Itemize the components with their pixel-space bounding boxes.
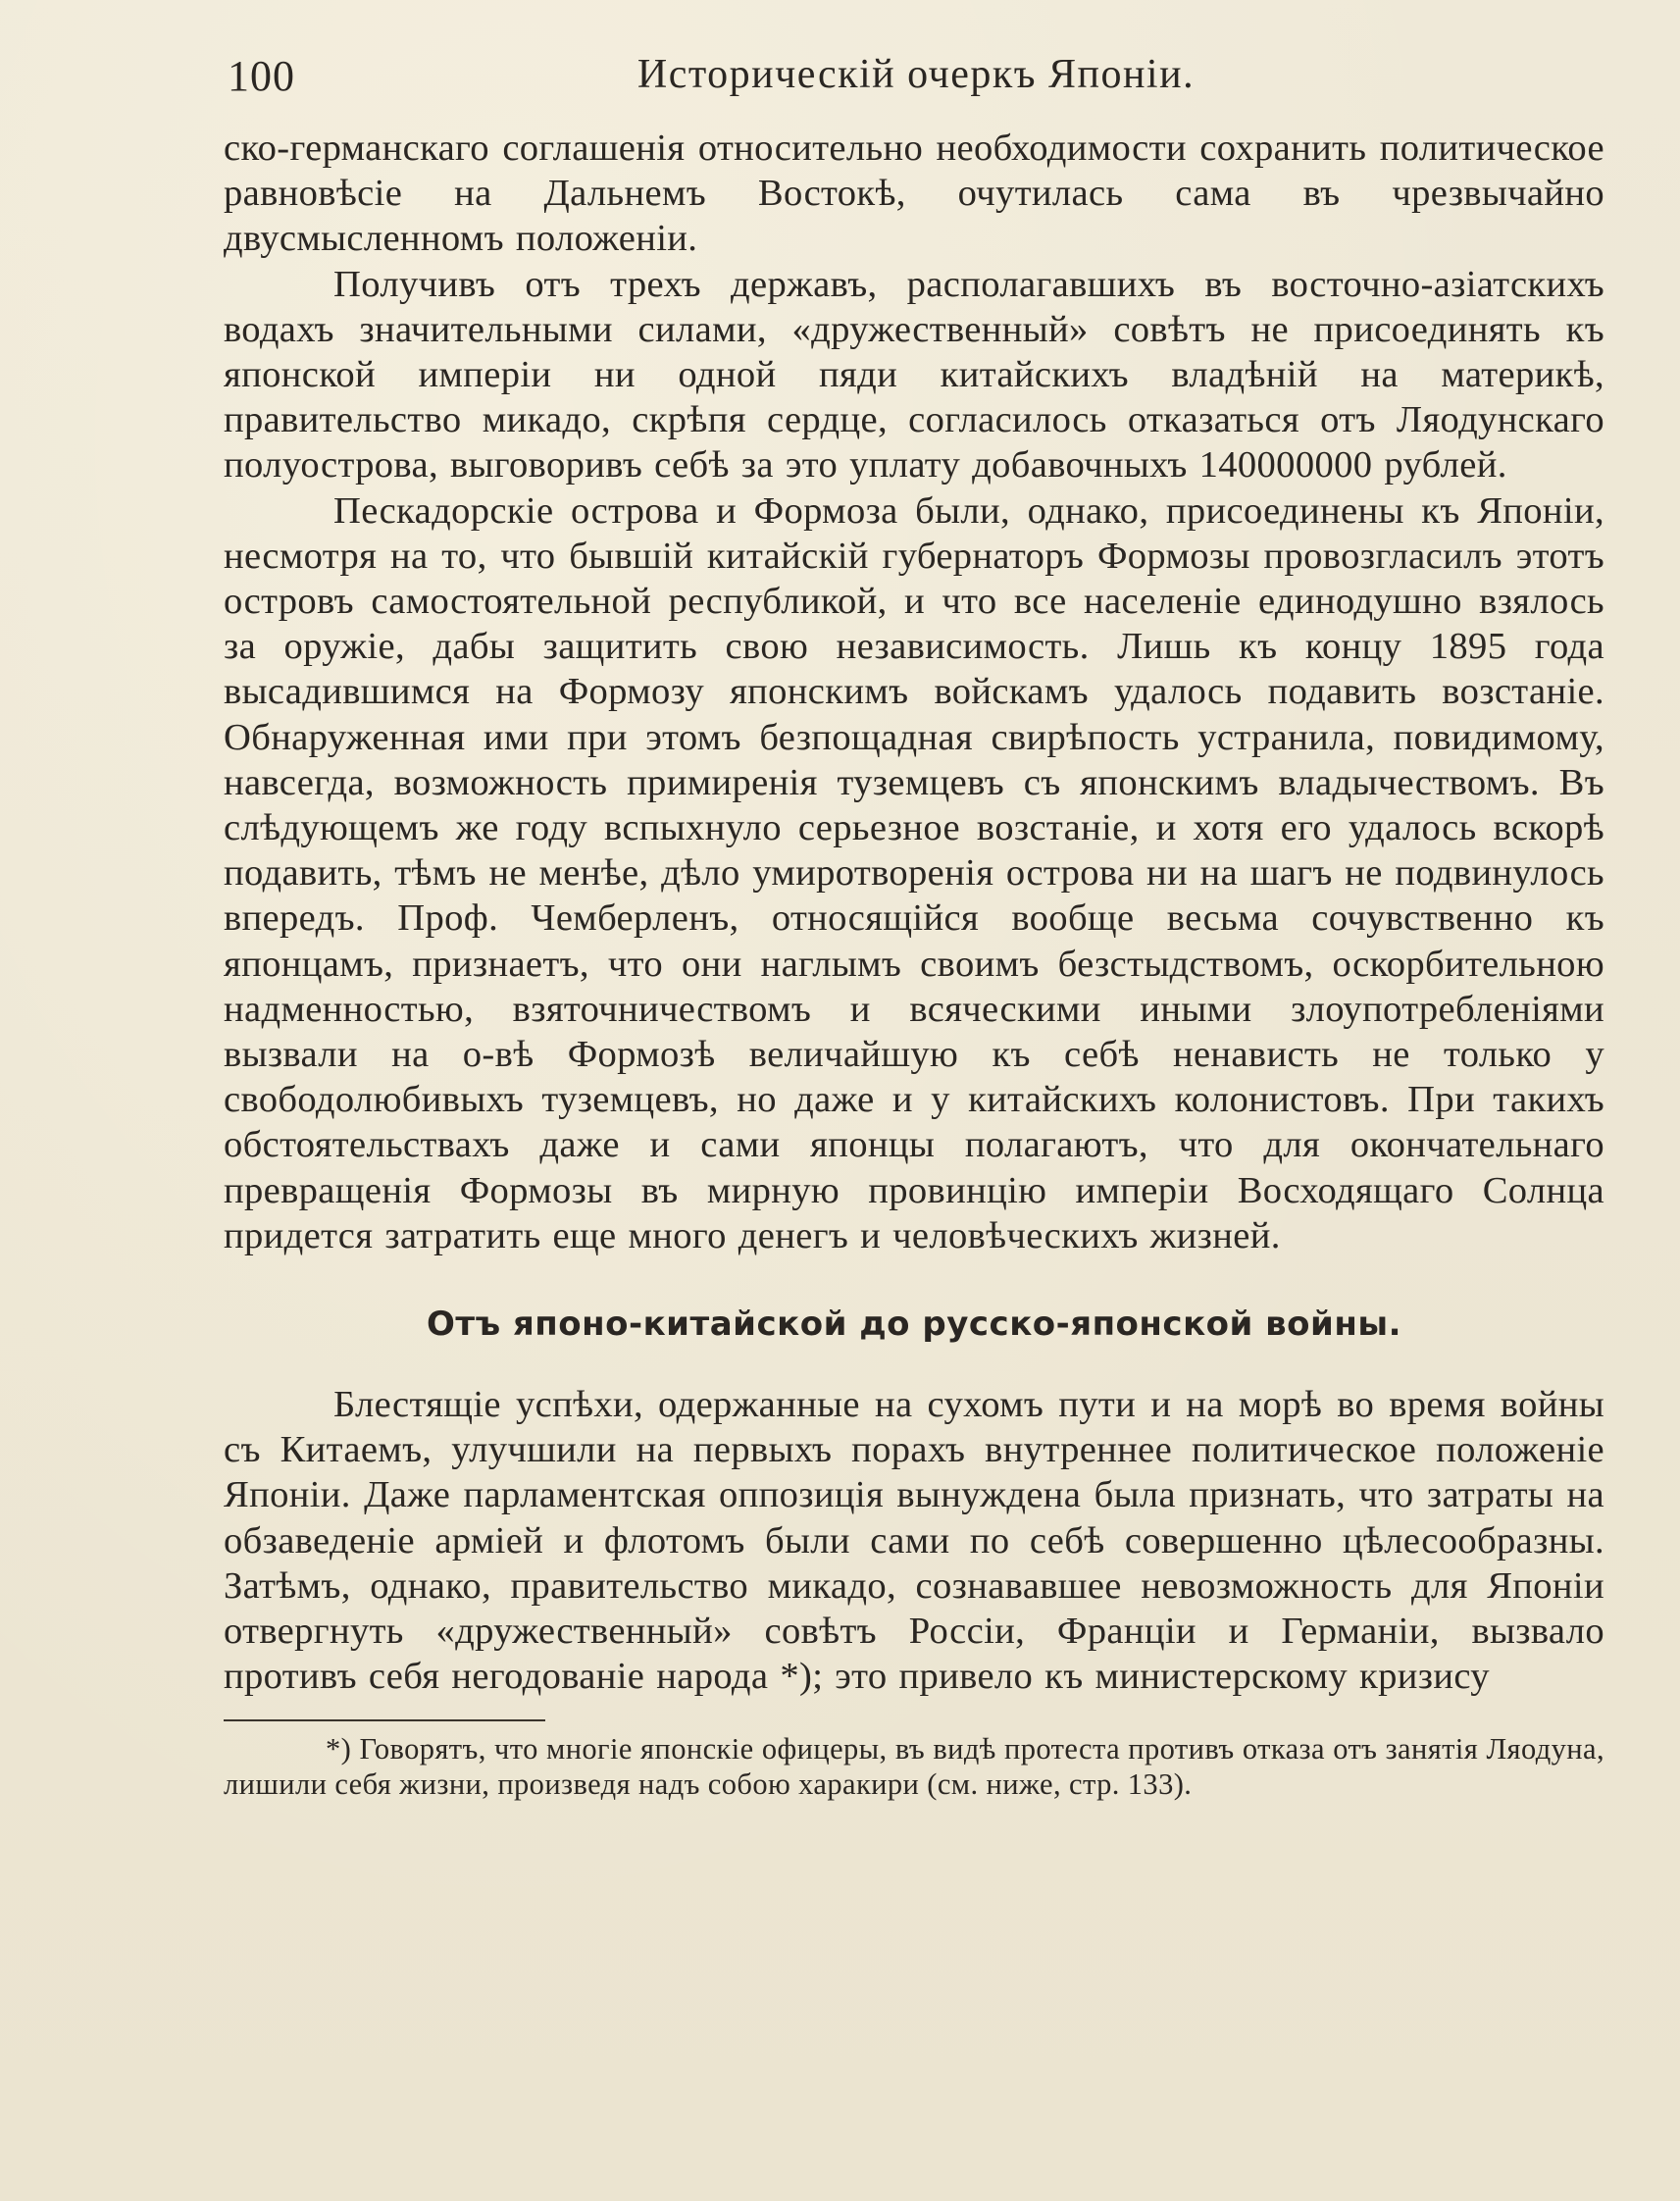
page-header: [228, 43, 1604, 102]
section-heading: Отъ японо-китайской до русско-японской войны.: [426, 1305, 1402, 1345]
paragraph-advice-of-powers: Получивъ отъ трехъ державъ, располагавшихъ въ восточно-азіатскихъ водахъ значительными силами, «дружественный» совѣтъ не присоединять къ японской имперіи ни одной пяди китайскихъ владѣній на материкѣ, правительство микадо, скрѣпя сердце, согласилось отказаться отъ Ляодунскаго полуострова, выговоривъ себѣ за это уплату добавочныхъ 140000000 рублей.: [224, 263, 1604, 486]
page-body: [224, 126, 1604, 1802]
paragraph-continuation: ско-германскаго соглашенія относительно необходимости сохранить политическое равновѣсіе на Дальнемъ Востокѣ, очутилась сама въ чрезвычайно двусмысленномъ положеніи.: [224, 128, 1604, 260]
running-title: Историческій очеркъ Японіи.: [636, 52, 1196, 97]
page-number: 100: [228, 52, 295, 100]
paragraph-formosa: Пескадорскіе острова и Формоза были, однако, присоединены къ Японіи, несмотря на то, что бывшій китайскій губернаторъ Формозы провозгласилъ этотъ островъ самостоятельной республикой, и что все населеніе единодушно взялось за оружіе, дабы защитить свою независимость. Лишь къ концу 1895 года высадившимся на Формозу японскимъ войскамъ удалось подавить возстаніе. Обнаруженная ими при этомъ безпощадная свирѣпость устранила, повидимому, навсегда, возможность примиренія туземцевъ съ японскимъ владычествомъ. Въ слѣдующемъ же году вспыхнуло серьезное возстаніе, и хотя его удалось вскорѣ подавить, тѣмъ не менѣе, дѣло умиротворенія острова ни на шагъ не подвинулось впередъ. Проф. Чемберленъ, относящійся вообще весьма сочувственно къ японцамъ, признаетъ, что они наглымъ своимъ безстыдствомъ, оскорбительною надменностью, взяточничествомъ и всяческими иными злоупотребленіями вызвали на о-вѣ Формозѣ величайшую къ себѣ ненависть не только у свободолюбивыхъ туземцевъ, но даже и у китайскихъ колонистовъ. При такихъ обстоятельствахъ даже и сами японцы полагаютъ, что для окончательнаго превращенія Формозы въ мирную провинцію имперіи Восходящаго Солнца придется затратить еще много денегъ и человѣческихъ жизней.: [224, 489, 1604, 1256]
footnote: *) Говорятъ, что многіе японскіе офицеры, въ видѣ протеста противъ отказа отъ занятія Ляодуна, лишили себя жизни, произведя надъ собою харакири (см. ниже, стр. 133).: [224, 1731, 1604, 1801]
footnote-divider: [224, 1719, 545, 1721]
paragraph-section-intro: Блестящіе успѣхи, одержанные на сухомъ пути и на морѣ во время войны съ Китаемъ, улучшили на первыхъ порахъ внутреннее политическое положеніе Японіи. Даже парламентская оппозиція вынуждена была признать, что затраты на обзаведеніе арміей и флотомъ были сами по себѣ совершенно цѣлесообразны. Затѣмъ, однако, правительство микадо, сознававшее невозможность для Японіи отвергнуть «дружественный» совѣтъ Россіи, Франціи и Германіи, вызвало противъ себя негодованіе народа *); это привело къ министерскому кризису: [224, 1384, 1604, 1698]
